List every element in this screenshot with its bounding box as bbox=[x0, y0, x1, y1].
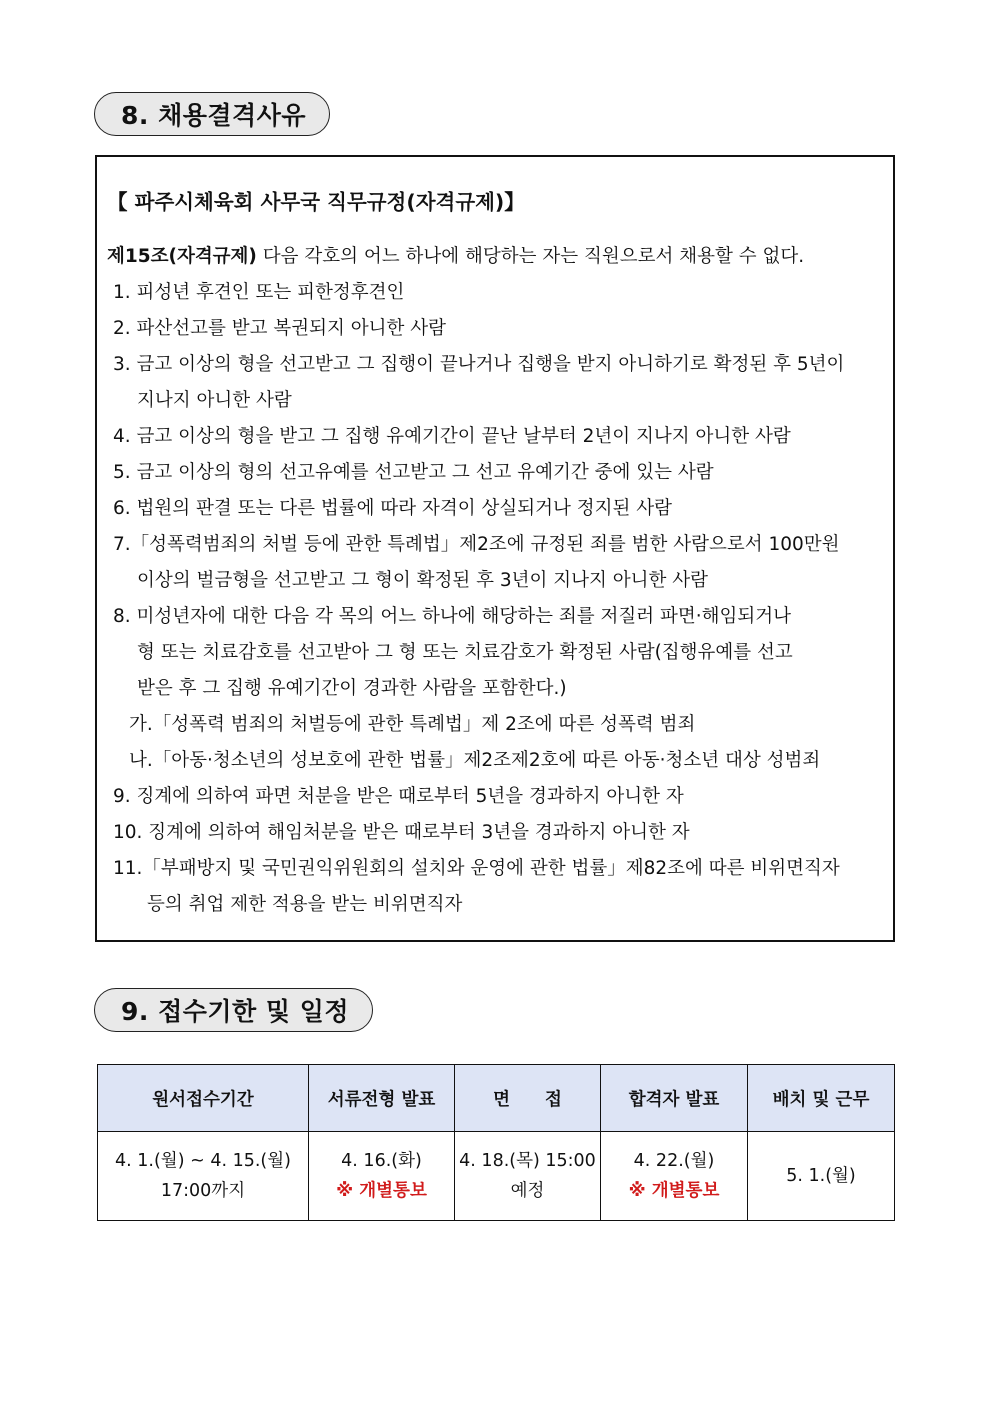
article-text: 다음 각호의 어느 하나에 해당하는 자는 직원으로서 채용할 수 없다. bbox=[256, 246, 805, 267]
article-label: 제15조(자격규제) bbox=[107, 246, 257, 267]
application-deadline-time: 17:00까지 bbox=[160, 1181, 246, 1201]
individual-notice: ※ 개별통보 bbox=[336, 1181, 427, 1201]
document-result-date: 4. 16.(화) bbox=[341, 1151, 422, 1171]
cell-final-result bbox=[601, 1132, 748, 1221]
rule-body bbox=[97, 239, 893, 923]
header-interview: 면 접 bbox=[455, 1065, 601, 1132]
list-item-continuation: 등의 취업 제한 적용을 받는 비위면직자 bbox=[147, 894, 463, 915]
header-placement: 배치 및 근무 bbox=[748, 1065, 895, 1132]
list-item: 7.「성폭력범죄의 처벌 등에 관한 특례법」제2조에 규정된 죄를 범한 사람으로서 100만원 bbox=[113, 534, 840, 555]
list-item-continuation: 형 또는 치료감호를 선고받아 그 형 또는 치료감호가 확정된 사람(집행유예를 선고 bbox=[137, 642, 793, 663]
disqualification-rules-box bbox=[95, 155, 895, 942]
final-result-date: 4. 22.(월) bbox=[633, 1151, 715, 1171]
list-item: 10. 징계에 의하여 해임처분을 받은 때로부터 3년을 경과하지 아니한 자 bbox=[113, 822, 690, 843]
sub-item: 나.「아동·청소년의 성보호에 관한 법률」제2조제2호에 따른 아동·청소년 대상 성범죄 bbox=[129, 750, 821, 771]
header-document-result: 서류전형 발표 bbox=[309, 1065, 455, 1132]
interview-date: 4. 18.(목) 15:00 bbox=[459, 1151, 596, 1171]
list-item: 4. 금고 이상의 형을 받고 그 집행 유예기간이 끝난 날부터 2년이 지나지 아니한 사람 bbox=[113, 426, 791, 447]
cell-document-result bbox=[309, 1132, 455, 1221]
cell-application-period bbox=[98, 1132, 309, 1221]
schedule-table bbox=[97, 1064, 895, 1221]
list-item: 1. 피성년 후견인 또는 피한정후견인 bbox=[113, 282, 405, 303]
rule-title: 【 파주시체육회 사무국 직무규정(자격규제)】 bbox=[107, 190, 525, 214]
table-header-row bbox=[98, 1065, 895, 1132]
list-item-continuation: 지나지 아니한 사람 bbox=[137, 390, 292, 411]
header-application-period: 원서접수기간 bbox=[98, 1065, 309, 1132]
sub-item: 가.「성폭력 범죄의 처벌등에 관한 특례법」제 2조에 따른 성폭력 범죄 bbox=[129, 714, 696, 735]
interview-note: 예정 bbox=[510, 1181, 545, 1201]
cell-interview bbox=[455, 1132, 601, 1221]
section-9-title: 9. 접수기한 및 일정 bbox=[94, 988, 373, 1032]
list-item: 3. 금고 이상의 형을 선고받고 그 집행이 끝나거나 집행을 받지 아니하기로 확정된 후 5년이 bbox=[113, 354, 845, 375]
section-8-title: 8. 채용결격사유 bbox=[94, 92, 330, 136]
placement-date: 5. 1.(월) bbox=[786, 1166, 856, 1186]
list-item: 5. 금고 이상의 형의 선고유예를 선고받고 그 선고 유예기간 중에 있는 사람 bbox=[113, 462, 714, 483]
individual-notice: ※ 개별통보 bbox=[628, 1181, 720, 1201]
list-item: 9. 징계에 의하여 파면 처분을 받은 때로부터 5년을 경과하지 아니한 자 bbox=[113, 786, 684, 807]
list-item: 2. 파산선고를 받고 복권되지 아니한 사람 bbox=[113, 318, 446, 339]
list-item-continuation: 이상의 벌금형을 선고받고 그 형이 확정된 후 3년이 지나지 아니한 사람 bbox=[137, 570, 708, 591]
application-dates: 4. 1.(월) ~ 4. 15.(월) bbox=[115, 1151, 291, 1171]
article-15 bbox=[97, 239, 893, 275]
cell-placement bbox=[748, 1132, 895, 1221]
header-final-result: 합격자 발표 bbox=[601, 1065, 748, 1132]
list-item-continuation: 받은 후 그 집행 유예기간이 경과한 사람을 포함한다.) bbox=[137, 678, 567, 699]
list-item: 11.「부패방지 및 국민권익위원회의 설치와 운영에 관한 법률」제82조에 따른 비위면직자 bbox=[113, 858, 840, 879]
list-item: 6. 법원의 판결 또는 다른 법률에 따라 자격이 상실되거나 정지된 사람 bbox=[113, 498, 672, 519]
table-row bbox=[98, 1132, 895, 1221]
list-item: 8. 미성년자에 대한 다음 각 목의 어느 하나에 해당하는 죄를 저질러 파면·해임되거나 bbox=[113, 606, 791, 627]
